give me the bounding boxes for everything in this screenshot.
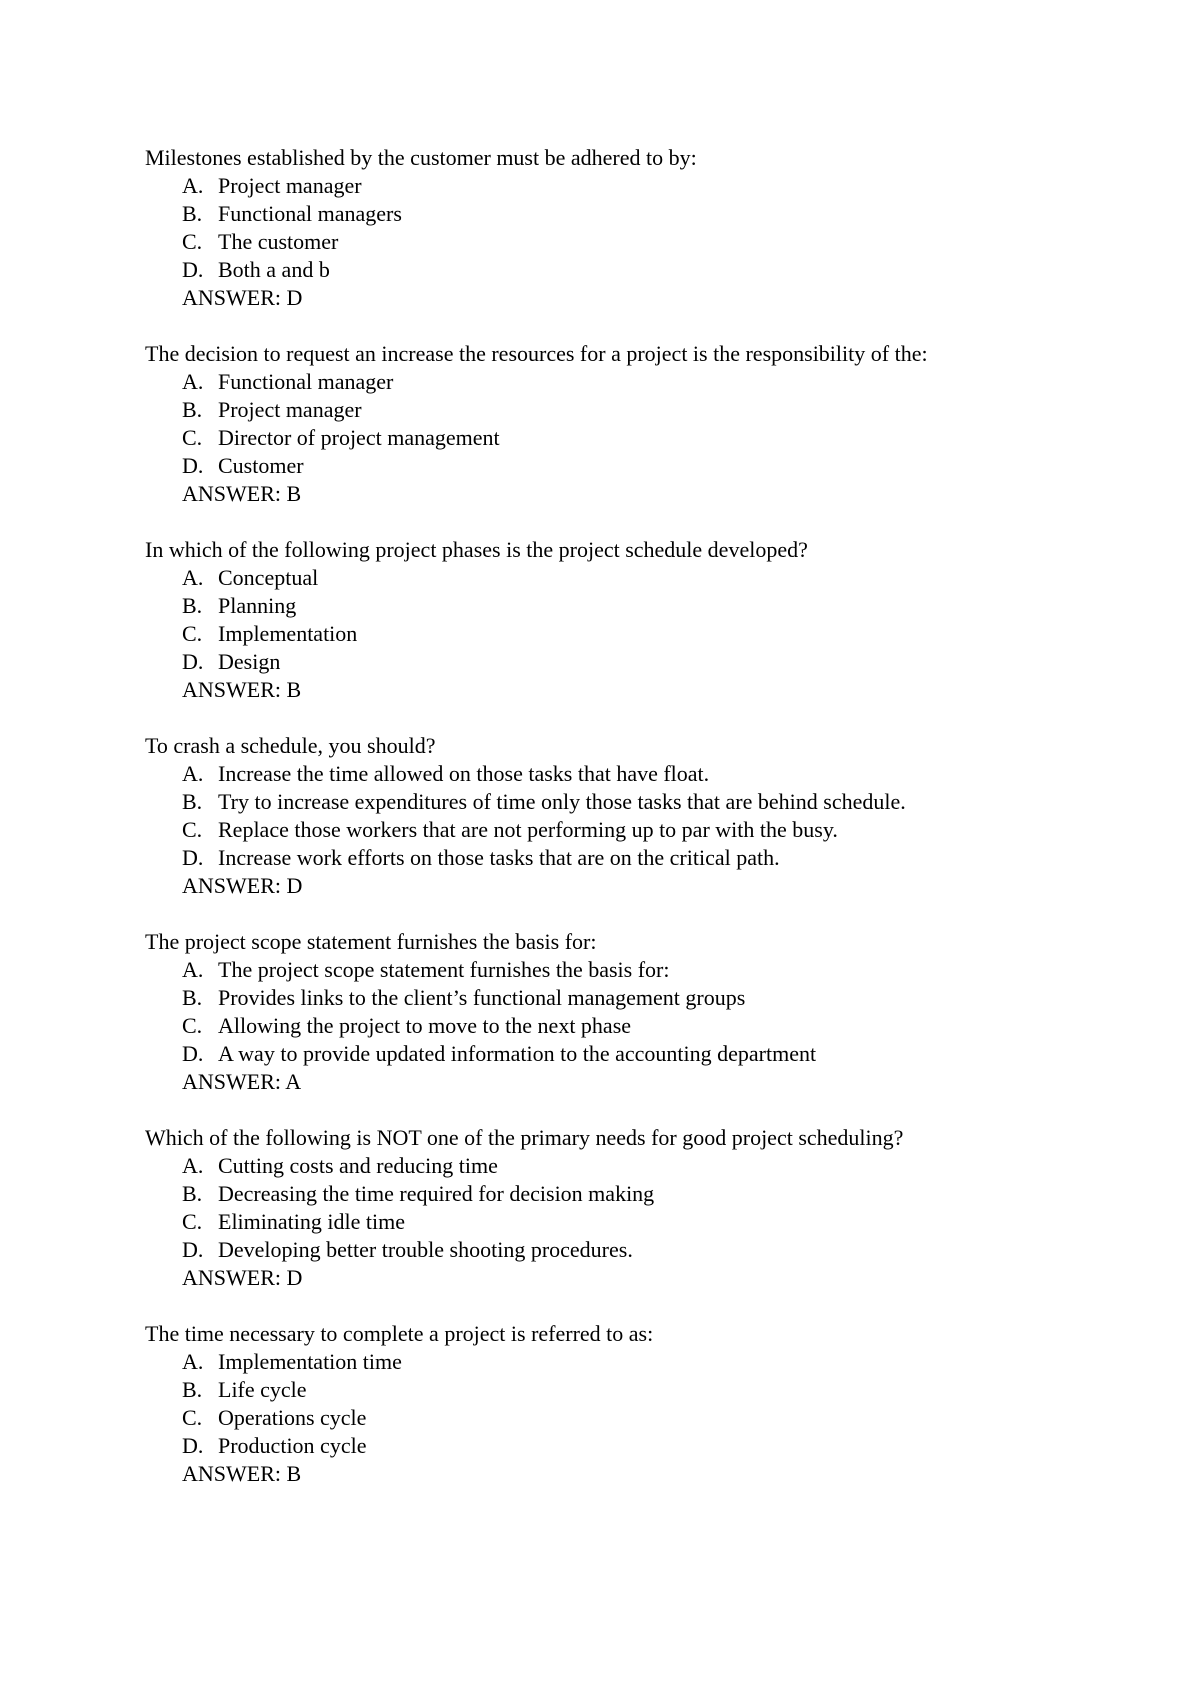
option-item bbox=[145, 1180, 1165, 1208]
option-letter: D. bbox=[182, 845, 204, 870]
answer-line: ANSWER: B bbox=[182, 481, 302, 506]
question-block-5 bbox=[145, 928, 1165, 1096]
question-block-4 bbox=[145, 732, 1165, 900]
option-list bbox=[145, 1348, 1165, 1460]
option-text: Implementation time bbox=[218, 1349, 402, 1374]
question-stem: The project scope statement furnishes the basis for: bbox=[145, 929, 597, 954]
option-text: Director of project management bbox=[218, 425, 500, 450]
option-item bbox=[145, 1376, 1165, 1404]
option-text: Decreasing the time required for decision making bbox=[218, 1181, 655, 1206]
option-letter: D. bbox=[182, 649, 204, 674]
option-text: Increase work efforts on those tasks that are on the critical path. bbox=[218, 845, 780, 870]
option-text: Provides links to the client’s functional management groups bbox=[218, 985, 746, 1010]
option-letter: D. bbox=[182, 1041, 204, 1066]
question-stem: Which of the following is NOT one of the primary needs for good project scheduling? bbox=[145, 1125, 904, 1150]
option-item bbox=[145, 984, 1165, 1012]
option-item bbox=[145, 788, 1165, 816]
answer-line: ANSWER: D bbox=[182, 285, 303, 310]
option-list bbox=[145, 564, 1165, 676]
option-item bbox=[145, 172, 1165, 200]
option-letter: C. bbox=[182, 1013, 203, 1038]
option-letter: D. bbox=[182, 1433, 204, 1458]
option-text: Production cycle bbox=[218, 1433, 367, 1458]
option-item bbox=[145, 228, 1165, 256]
option-text: Allowing the project to move to the next phase bbox=[218, 1013, 632, 1038]
option-list bbox=[145, 172, 1165, 284]
option-item bbox=[145, 396, 1165, 424]
option-text: Increase the time allowed on those tasks that have float. bbox=[218, 761, 710, 786]
document-page bbox=[145, 144, 1165, 1516]
option-item bbox=[145, 1432, 1165, 1460]
option-text: Cutting costs and reducing time bbox=[218, 1153, 498, 1178]
option-list bbox=[145, 760, 1165, 872]
question-stem: To crash a schedule, you should? bbox=[145, 733, 436, 758]
option-text: Design bbox=[218, 649, 281, 674]
answer-line: ANSWER: B bbox=[182, 677, 302, 702]
option-item bbox=[145, 1236, 1165, 1264]
option-item bbox=[145, 256, 1165, 284]
option-letter: B. bbox=[182, 201, 203, 226]
option-list bbox=[145, 1152, 1165, 1264]
answer-line: ANSWER: A bbox=[182, 1069, 302, 1094]
option-item bbox=[145, 648, 1165, 676]
option-text: Implementation bbox=[218, 621, 358, 646]
option-letter: C. bbox=[182, 229, 203, 254]
option-letter: C. bbox=[182, 817, 203, 842]
option-item bbox=[145, 1404, 1165, 1432]
option-letter: D. bbox=[182, 453, 204, 478]
option-text: The project scope statement furnishes the basis for: bbox=[218, 957, 670, 982]
option-text: Functional managers bbox=[218, 201, 402, 226]
option-item bbox=[145, 760, 1165, 788]
option-letter: B. bbox=[182, 1377, 203, 1402]
option-text: Functional manager bbox=[218, 369, 394, 394]
question-block-6 bbox=[145, 1124, 1165, 1292]
question-block-7 bbox=[145, 1320, 1165, 1488]
option-text: Both a and b bbox=[218, 257, 330, 282]
option-list bbox=[145, 368, 1165, 480]
option-text: Operations cycle bbox=[218, 1405, 367, 1430]
option-letter: A. bbox=[182, 173, 204, 198]
question-stem: Milestones established by the customer must be adhered to by: bbox=[145, 145, 697, 170]
option-letter: B. bbox=[182, 789, 203, 814]
answer-line: ANSWER: D bbox=[182, 1265, 303, 1290]
option-item bbox=[145, 452, 1165, 480]
option-letter: B. bbox=[182, 985, 203, 1010]
option-text: Developing better trouble shooting procedures. bbox=[218, 1237, 633, 1262]
option-letter: A. bbox=[182, 761, 204, 786]
option-letter: A. bbox=[182, 957, 204, 982]
answer-line: ANSWER: B bbox=[182, 1461, 302, 1486]
option-letter: D. bbox=[182, 257, 204, 282]
option-item bbox=[145, 1040, 1165, 1068]
option-letter: A. bbox=[182, 369, 204, 394]
option-letter: A. bbox=[182, 1153, 204, 1178]
answer-line: ANSWER: D bbox=[182, 873, 303, 898]
option-text: Project manager bbox=[218, 173, 362, 198]
option-text: Eliminating idle time bbox=[218, 1209, 405, 1234]
option-item bbox=[145, 816, 1165, 844]
question-block-1 bbox=[145, 144, 1165, 312]
question-block-3 bbox=[145, 536, 1165, 704]
option-letter: C. bbox=[182, 1209, 203, 1234]
option-text: Try to increase expenditures of time only those tasks that are behind schedule. bbox=[218, 789, 906, 814]
option-text: Conceptual bbox=[218, 565, 319, 590]
option-letter: C. bbox=[182, 425, 203, 450]
option-letter: C. bbox=[182, 1405, 203, 1430]
option-letter: D. bbox=[182, 1237, 204, 1262]
option-text: The customer bbox=[218, 229, 339, 254]
option-item bbox=[145, 368, 1165, 396]
option-list bbox=[145, 956, 1165, 1068]
option-item bbox=[145, 956, 1165, 984]
option-text: A way to provide updated information to the accounting department bbox=[218, 1041, 817, 1066]
question-stem: The time necessary to complete a project is referred to as: bbox=[145, 1321, 654, 1346]
option-item bbox=[145, 592, 1165, 620]
option-letter: B. bbox=[182, 397, 203, 422]
option-letter: B. bbox=[182, 593, 203, 618]
option-letter: A. bbox=[182, 565, 204, 590]
question-block-2 bbox=[145, 340, 1165, 508]
option-text: Planning bbox=[218, 593, 297, 618]
option-item bbox=[145, 1012, 1165, 1040]
option-text: Replace those workers that are not performing up to par with the busy. bbox=[218, 817, 838, 842]
question-stem: In which of the following project phases is the project schedule developed? bbox=[145, 537, 808, 562]
option-item bbox=[145, 200, 1165, 228]
option-item bbox=[145, 1152, 1165, 1180]
option-item bbox=[145, 1348, 1165, 1376]
option-item bbox=[145, 844, 1165, 872]
option-text: Life cycle bbox=[218, 1377, 307, 1402]
option-text: Customer bbox=[218, 453, 304, 478]
option-letter: C. bbox=[182, 621, 203, 646]
option-item bbox=[145, 1208, 1165, 1236]
option-item bbox=[145, 620, 1165, 648]
option-letter: A. bbox=[182, 1349, 204, 1374]
option-item bbox=[145, 564, 1165, 592]
option-letter: B. bbox=[182, 1181, 203, 1206]
question-stem: The decision to request an increase the resources for a project is the responsibility of the: bbox=[145, 341, 928, 366]
option-item bbox=[145, 424, 1165, 452]
option-text: Project manager bbox=[218, 397, 362, 422]
